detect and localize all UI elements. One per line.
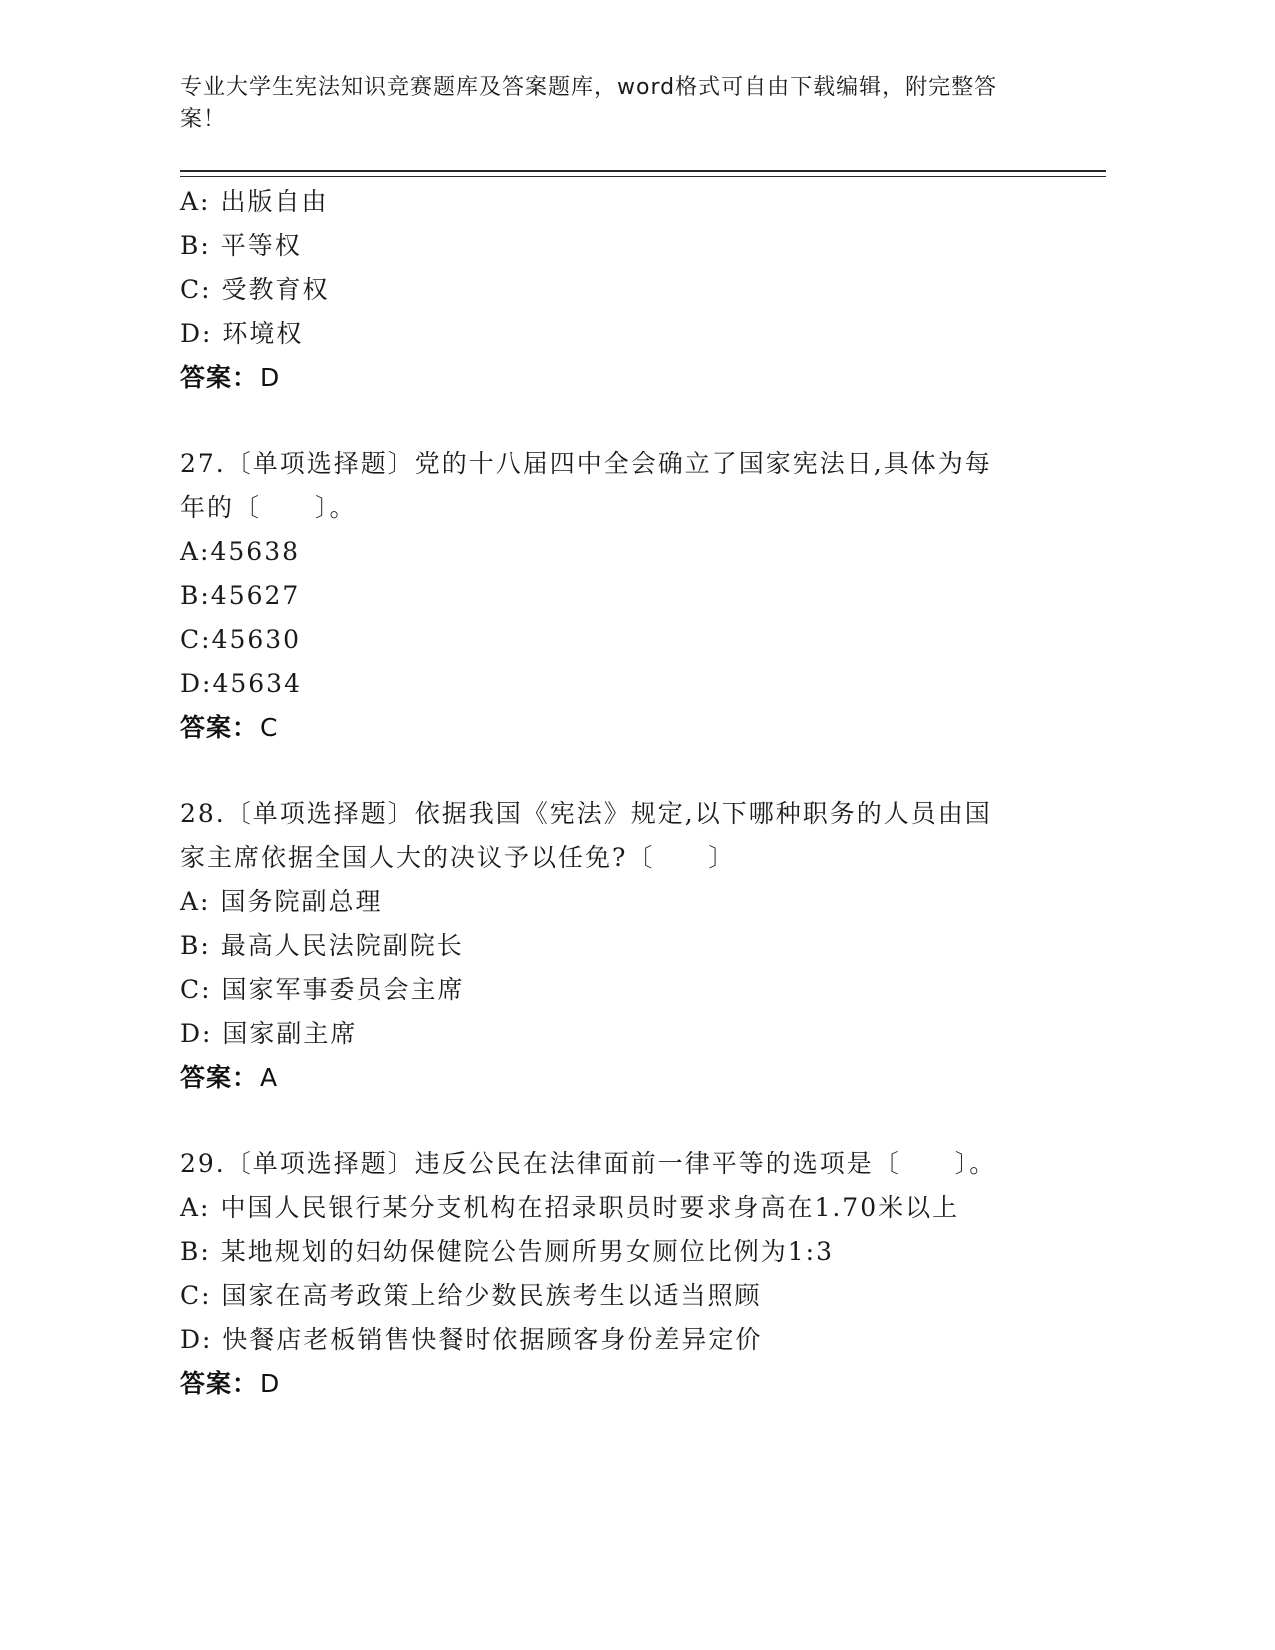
option-text: 国家副主席: [222, 1019, 358, 1048]
answer-label: 答案：: [180, 713, 259, 742]
header-rule-thin: [180, 176, 1106, 177]
option-letter: C:: [180, 275, 212, 304]
question-stem-line-1: 27.〔单项选择题〕党的十八届四中全会确立了国家宪法日,具体为每: [180, 449, 992, 478]
spacer: [180, 400, 1060, 442]
option-letter: D:: [180, 1019, 213, 1048]
question-stem-line-2: 年的〔 〕。: [180, 493, 357, 522]
question-content: [180, 180, 1060, 1406]
option-text: 快餐店老板销售快餐时依据顾客身份差异定价: [222, 1325, 763, 1354]
question-29: [180, 1142, 1060, 1406]
option-a: [180, 530, 1060, 574]
option-letter: A:: [180, 187, 211, 216]
option-text: 45630: [211, 625, 302, 654]
question-stem: [180, 442, 1020, 530]
option-text: 环境权: [222, 319, 304, 348]
spacer: [180, 750, 1060, 792]
header-title-line-1: 专业大学生宪法知识竞赛题库及答案题库，word格式可自由下载编辑，附完整答: [180, 75, 998, 100]
question-28: [180, 792, 1060, 1100]
option-letter: C:: [180, 1281, 212, 1310]
option-a: [180, 1186, 1060, 1230]
option-b: [180, 1230, 1060, 1274]
option-text: 受教育权: [221, 275, 330, 304]
option-text: 国家军事委员会主席: [221, 975, 465, 1004]
option-text: 平等权: [220, 231, 302, 260]
option-d: [180, 1318, 1060, 1362]
option-letter: B:: [180, 581, 211, 610]
option-letter: D:: [180, 669, 213, 698]
option-letter: A:: [180, 537, 211, 566]
spacer: [180, 1100, 1060, 1142]
option-text: 45634: [212, 669, 302, 698]
option-letter: D:: [180, 1325, 213, 1354]
option-text: 中国人民银行某分支机构在招录职员时要求身高在1.70米以上: [220, 1193, 960, 1222]
option-text: 出版自由: [220, 187, 329, 216]
option-b: [180, 224, 1060, 268]
option-text: 某地规划的妇幼保健院公告厕所男女厕位比例为1:3: [220, 1237, 834, 1266]
option-text: 国务院副总理: [220, 887, 383, 916]
option-d: [180, 1012, 1060, 1056]
option-b: [180, 924, 1060, 968]
option-letter: B:: [180, 931, 211, 960]
question-stem-line-2: 家主席依据全国人大的决议予以任免?〔 〕: [180, 843, 736, 872]
header-rule-thick: [180, 170, 1106, 172]
question-27: [180, 442, 1060, 750]
option-letter: A:: [180, 887, 211, 916]
answer-line: [180, 706, 1060, 750]
option-text: 国家在高考政策上给少数民族考生以适当照顾: [221, 1281, 762, 1310]
option-c: [180, 618, 1060, 662]
question-stem-line-1: 28.〔单项选择题〕依据我国《宪法》规定,以下哪种职务的人员由国: [180, 799, 992, 828]
option-text: 最高人民法院副院长: [220, 931, 464, 960]
question-stem: [180, 1142, 1020, 1186]
answer-value: D: [260, 1369, 281, 1398]
option-c: [180, 968, 1060, 1012]
answer-value: D: [260, 363, 281, 392]
option-letter: D:: [180, 319, 213, 348]
answer-line: [180, 1362, 1060, 1406]
answer-line: [180, 356, 1060, 400]
option-d: [180, 662, 1060, 706]
answer-line: [180, 1056, 1060, 1100]
answer-value: C: [260, 713, 279, 742]
answer-value: A: [260, 1063, 279, 1092]
option-letter: B:: [180, 1237, 211, 1266]
answer-label: 答案：: [180, 1063, 259, 1092]
option-letter: B:: [180, 231, 211, 260]
option-letter: A:: [180, 1193, 211, 1222]
page-header: [180, 72, 1040, 136]
answer-label: 答案：: [180, 1369, 259, 1398]
option-a: [180, 880, 1060, 924]
question-stem-line-1: 29.〔单项选择题〕违反公民在法律面前一律平等的选项是〔 〕。: [180, 1149, 997, 1178]
answer-label: 答案：: [180, 363, 259, 392]
option-d: [180, 312, 1060, 356]
header-title-line-2: 案！: [180, 107, 227, 132]
question-stem: [180, 792, 1020, 880]
option-text: 45627: [210, 581, 301, 610]
option-c: [180, 268, 1060, 312]
option-text: 45638: [210, 537, 301, 566]
option-letter: C:: [180, 975, 212, 1004]
option-letter: C:: [180, 625, 212, 654]
option-a: [180, 180, 1060, 224]
option-b: [180, 574, 1060, 618]
option-c: [180, 1274, 1060, 1318]
question-fragment: [180, 180, 1060, 400]
